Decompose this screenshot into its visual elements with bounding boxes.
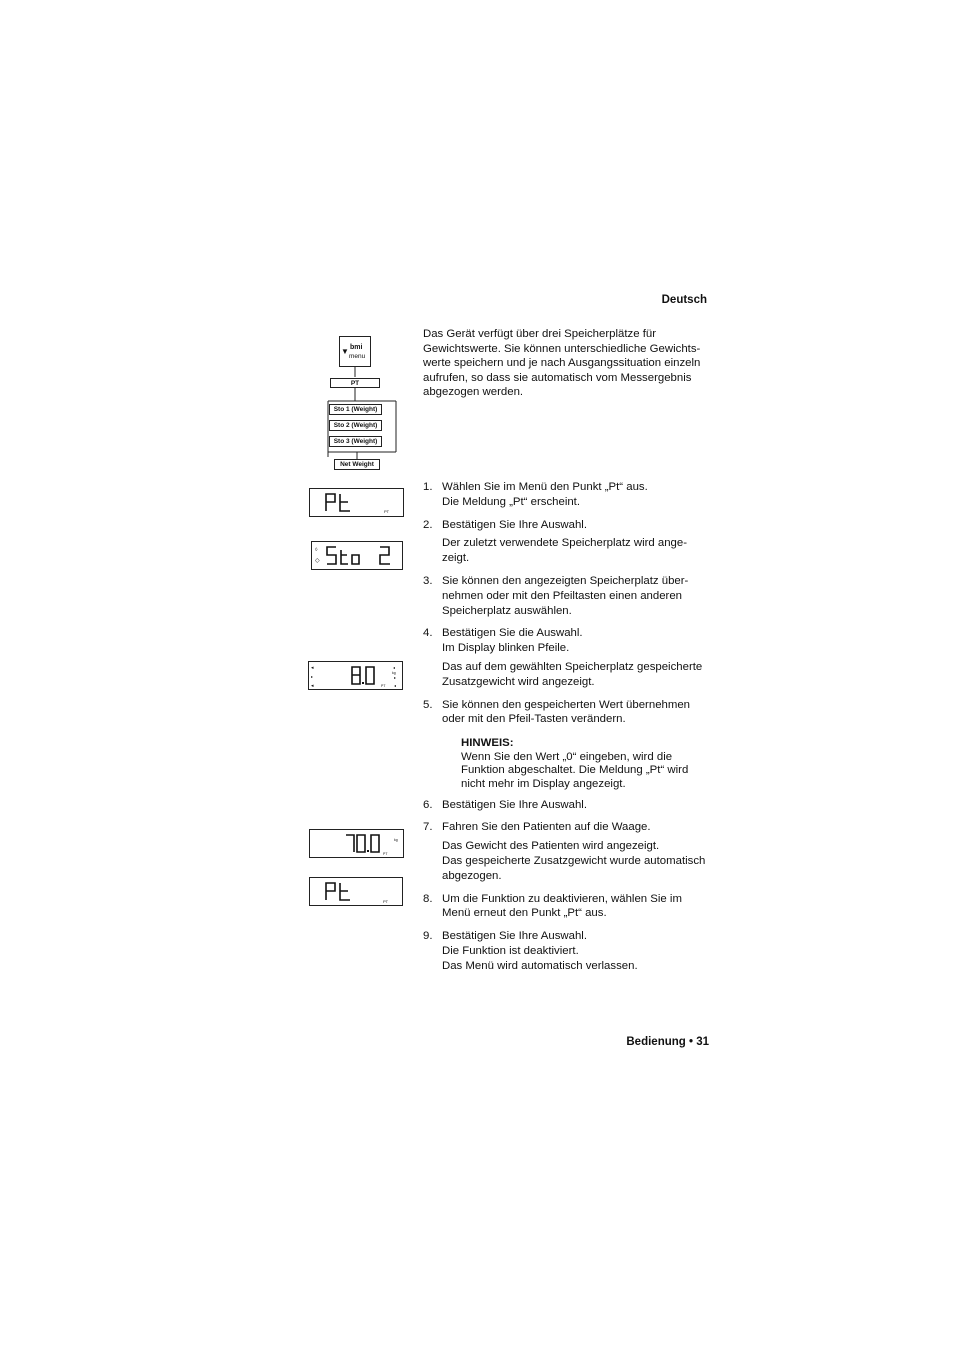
display-70-0 [309, 829, 404, 858]
sto1-box: Sto 1 (Weight) [329, 404, 382, 415]
page-footer: Bedienung • 31 [626, 1036, 709, 1048]
step-number: 7. [423, 821, 433, 834]
step-text: Die Meldung „Pt“ erscheint. [442, 495, 581, 508]
svg-text:◇: ◇ [315, 558, 320, 564]
step-7 [423, 820, 713, 887]
arrow-down-icon: ▼ [341, 347, 349, 356]
language-heading: Deutsch [661, 294, 707, 306]
display-8-0-graphic [309, 662, 402, 689]
display-pt-1 [309, 488, 404, 517]
step-text: Sie können den gespeicherten Wert übernehmen oder mit den Pfeil-Tasten verändern. [442, 698, 691, 726]
step-text: Bestätigen Sie Ihre Auswahl. [442, 798, 588, 811]
step-number: 5. [423, 698, 433, 711]
display-sto2 [311, 541, 403, 570]
svg-text:PT: PT [383, 899, 389, 904]
step-text: Wählen Sie im Menü den Punkt „Pt“ aus. [442, 481, 648, 493]
hint-title: HINWEIS: [461, 737, 514, 750]
menu-flow-diagram [320, 333, 420, 473]
pt-box: PT [330, 378, 380, 388]
step-text: Das gespeicherte Zusatzgewicht wurde automatisch abgezogen. [442, 854, 706, 882]
menu-key-box [339, 336, 371, 367]
sto3-box: Sto 3 (Weight) [329, 436, 382, 447]
step-3 [423, 574, 713, 622]
step-text: Das Gewicht des Patienten wird angezeigt. [442, 840, 660, 853]
svg-text:▸: ▸ [311, 674, 314, 679]
step-number: 9. [423, 930, 433, 943]
svg-text:◂: ◂ [393, 665, 396, 670]
step-text: Im Display blinken Pfeile. [442, 642, 570, 655]
svg-text:◂: ◂ [394, 683, 397, 688]
step-text: Sie können den angezeigten Speicherplatz über-nehmen oder mit den Pfeiltasten einen anderen Speicherplatz auswählen. [442, 574, 689, 617]
net-weight-box: Net Weight [334, 459, 380, 470]
display-pt-1-graphic [310, 489, 403, 516]
step-number: 3. [423, 574, 433, 587]
svg-text:PT: PT [384, 509, 390, 514]
svg-text:kg: kg [392, 671, 396, 675]
svg-text:◂: ◂ [311, 665, 314, 671]
sto2-box: Sto 2 (Weight) [329, 420, 382, 431]
display-pt-2 [309, 877, 403, 906]
step-8 [423, 892, 713, 926]
step-number: 1. [423, 481, 433, 493]
svg-text:kg: kg [394, 838, 398, 842]
display-pt-2-graphic [310, 878, 402, 905]
step-text: Fahren Sie den Patienten auf die Waage. [442, 821, 651, 834]
step-6 [423, 798, 713, 817]
step-text: Bestätigen Sie Ihre Auswahl. [442, 930, 588, 943]
svg-text:▸: ▸ [394, 675, 397, 680]
svg-text:◊: ◊ [315, 547, 318, 553]
step-5 [423, 698, 713, 732]
step-1 [423, 480, 713, 514]
step-text: Die Funktion ist deaktiviert. [442, 944, 579, 957]
step-text: Das Menü wird automatisch verlassen. [442, 959, 638, 972]
step-text: Um die Funktion zu deaktivieren, wählen Sie im Menü erneut den Punkt „Pt“ aus. [442, 892, 682, 920]
step-number: 6. [423, 798, 433, 811]
intro-paragraph: Das Gerät verfügt über drei Speicherplätze für Gewichtswerte. Sie können unterschiedliche Gewichts-werte speichern und je nach Ausgangssituation einzeln aufrufen, so dass sie automatisch vom Messergebnis abgezogen werden. [423, 328, 701, 399]
step-text: Bestätigen Sie die Auswahl. [442, 627, 583, 640]
hint-box [461, 737, 713, 791]
svg-text:◂: ◂ [311, 683, 314, 689]
svg-text:PT: PT [383, 852, 388, 856]
step-number: 4. [423, 627, 433, 640]
hint-text: Wenn Sie den Wert „0“ eingeben, wird die Funktion abgeschaltet. Die Meldung „Pt“ wird nicht mehr im Display angezeigt. [461, 750, 689, 790]
display-8-0 [308, 661, 403, 690]
step-text: Das auf dem gewählten Speicherplatz gespeicherte Zusatzgewicht wird angezeigt. [442, 660, 703, 688]
svg-text:PT: PT [381, 684, 386, 688]
menu-key-menu: menu [349, 353, 366, 360]
menu-key-bmi: bmi [350, 344, 363, 351]
step-text: Der zuletzt verwendete Speicherplatz wird ange-zeigt. [442, 537, 688, 565]
step-9 [423, 929, 713, 977]
steps-list [423, 480, 713, 982]
step-text: Bestätigen Sie Ihre Auswahl. [442, 518, 588, 531]
step-number: 2. [423, 518, 433, 531]
step-number: 8. [423, 892, 433, 905]
display-sto2-graphic [312, 542, 402, 569]
step-2 [423, 518, 713, 570]
display-70-0-graphic [310, 830, 403, 857]
step-4 [423, 626, 713, 693]
